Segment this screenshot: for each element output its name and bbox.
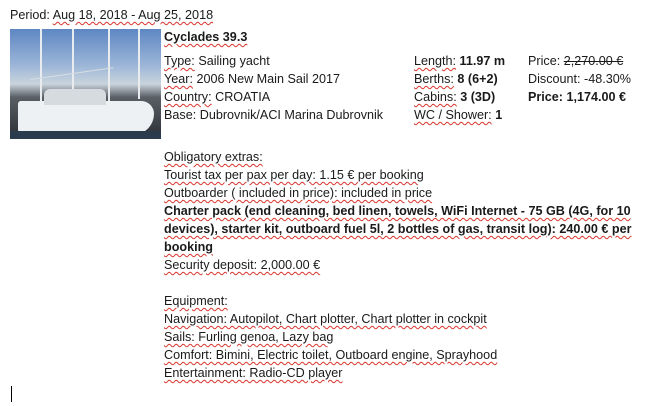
price-label: Price: <box>528 54 561 68</box>
berths-row <box>414 70 498 88</box>
final-price-row <box>528 88 626 106</box>
extras-charter-pack: Charter pack (end cleaning, bed linen, towels, WiFi Internet - 75 GB (4G, for 10 devices), starter kit, outboard fuel 5l, 2 bottles of gas, transit log): 240.00 € per booking <box>164 204 632 254</box>
final-price-value: 1,174.00 € <box>566 90 627 104</box>
price-old: 2,270.00 € <box>563 54 624 68</box>
year-value: 2006 New Main Sail 2017 <box>196 72 340 86</box>
equipment-heading: Equipment: <box>164 294 228 308</box>
extras-heading: Obligatory extras: <box>164 150 263 164</box>
cabins-label: Cabins: <box>414 90 457 104</box>
base-row <box>164 106 383 124</box>
berths-value: 8 (6+2) <box>457 72 498 86</box>
extras-outboarder: Outboarder ( included in price): included in price <box>164 186 433 200</box>
base-label: Base: <box>164 108 197 122</box>
final-price-label: Price: <box>528 90 564 104</box>
obligatory-extras <box>164 148 654 274</box>
equipment-entertainment: Entertainment: Radio-CD player <box>164 366 343 380</box>
cabins-row <box>414 88 495 106</box>
equipment-comfort: Comfort: Bimini, Electric toilet, Outboard engine, Sprayhood <box>164 348 498 362</box>
period-value: Aug 18, 2018 - Aug 25, 2018 <box>52 8 214 22</box>
country-label: Country: <box>164 90 212 104</box>
equipment-navigation: Navigation: Autopilot, Chart plotter, Chart plotter in cockpit <box>164 312 487 326</box>
type-label: Type: <box>164 54 195 68</box>
length-row <box>414 52 505 70</box>
length-value: 11.97 m <box>459 54 506 68</box>
extras-tourist-tax: Tourist tax per pax per day: 1.15 € per booking <box>164 168 424 182</box>
yacht-name: Cyclades 39.3 <box>164 30 248 44</box>
discount-value: -48.30% <box>584 72 631 86</box>
equipment-section <box>164 292 497 382</box>
wc-value: 1 <box>495 108 503 122</box>
wc-row <box>414 106 502 124</box>
discount-row <box>528 70 631 88</box>
price-row <box>528 52 623 70</box>
period-label: Period: <box>10 8 53 22</box>
length-label: Length: <box>414 54 457 68</box>
cabins-value: 3 (3D) <box>460 90 496 104</box>
country-value: CROATIA <box>215 90 271 104</box>
period-line <box>10 6 213 24</box>
berths-label: Berths: <box>414 72 454 86</box>
discount-label: Discount: <box>528 72 581 86</box>
year-row <box>164 70 340 88</box>
extras-security-deposit: Security deposit: 2,000.00 € <box>164 258 321 272</box>
equipment-sails: Sails: Furling genoa, Lazy bag <box>164 330 334 344</box>
yacht-photo <box>10 29 161 139</box>
type-value: Sailing yacht <box>198 54 270 68</box>
country-row <box>164 88 270 106</box>
text-cursor <box>11 386 12 402</box>
year-label: Year: <box>164 72 193 86</box>
base-value: Dubrovnik/ACI Marina Dubrovnik <box>199 108 384 122</box>
wc-label: WC / Shower: <box>414 108 492 122</box>
type-row <box>164 52 270 70</box>
